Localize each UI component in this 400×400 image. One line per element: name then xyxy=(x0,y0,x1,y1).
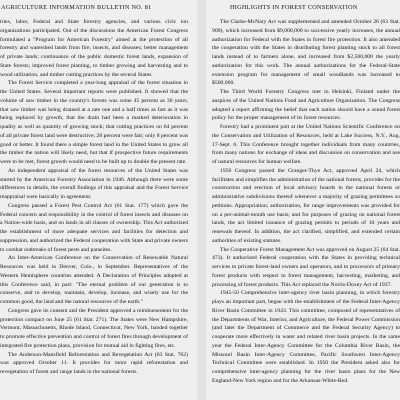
left-paragraph-5: An Inter-American Conference on the Conservation of Renewable Natural Resources was held in Denver, Colo., in September. Representatives of the Western Hemisphere countries attended. A Declaration of Principles adopted at this Conference said, in part: "The eternal problem of our generation is to conserve, and to develop, maintain, develop, increase, and wisely use for the common good, the land and the natural resources of the earth." xyxy=(0,255,188,305)
right-paragraph-1: The Clarke-McNary Act was supplemented and amended October 26 (63 Stat. 909), which increased from $9,000,000 to successive yearly increases, the annual authorization for Federal with the States in forest fire protection. It also amended the cooperation with the States in distributing forest planting stock to all forest lands instead of to farmers alone, and increased from $2,500,000 the yearly authorization for this work. The annual authorizations for the Federal-State extension program for management of small woodlands was increased to $500,000. xyxy=(212,19,400,87)
left-paragraph-6: Congress gave its consent and the President approved a reimbursement for the protection compact on June 25 (61 Stat. 271). The States were New Hampshire, Vermont, Massachusetts, Rhode Island, Connecticut, New York, banded together to promote effective prevention and control of forest fires through development of integrated fire protection plans, provision for mutual aid in fighting fires, etc. xyxy=(0,307,188,349)
left-paragraph-2: The Forest Service completed a year-long appraisal of the forest situation in the United States. Several important reports were published. It showed that the volume of saw timber in the country's forests was some 45 percent as 36 years, that saw timber was being drained at a rate one and a half times as fast as it was being replaced by growth, that the drain had been a marked deterioration in quality as well as quantity of growing stock; that cutting practices on 64 percent of all private forest land were destructive; 28 percent were fair; only 8 percent was good or better. It found there a simple forest land in the United States to grow all the timber the nation will likely need, but that if prospective future requirements were to be met, forest growth would need to be built up to double the present rate. xyxy=(0,80,188,165)
right-paragraph-5: The Cooperative Forest Management Act was approved on August 25 (64 Stat. 473). It authorized Federal cooperation with the States in providing technical services to private forest-land owners and operators, and to processors of primary forest products with respect to forest management, harvesting, marketing, and processing of forest products. This Act replaced the Norris-Doxey Act of 1937. xyxy=(212,246,400,288)
right-paragraph-4: 1950 Congress passed the Granger-Thye Act, approved April 24, which facilitates and simplifies the administration of the national forests, provides for the construction and erection of local advisory boards in the national forests or administrative subdivisions thereof whenever a majority of grazing permittees so petitions. Appropriation; authorization, for range improvements was provided for on a per-animal-month use basis; and for purposes of grazing on national forest lands, the act limited issuance of grazing permits to periods of 10 years and renewals thereof. In addition, the act clarified, simplified, and extended certain authorities of existing statutes. xyxy=(212,167,400,244)
page-gutter xyxy=(197,0,206,400)
left-paragraph-3: An independent appraisal of the forest resources of the United States was started by the American Forestry Association in 1946. Although there were some differences in details, the overall findings of this appraisal and the Forest Service reappraisal were basically in agreement. xyxy=(0,167,188,200)
left-column xyxy=(0,0,194,400)
left-paragraph-4: Congress passed a Forest Pest Control Act (61 Stat. 177) which gave the Federal concern and responsibility in the control of forest insects and diseases on a Nation-wide basis, and on lands in all classes of ownership. This Act authorized the establishment of more adequate services and facilities for detection and suppression, and authorized the Federal cooperation with State and private owners to combat outbreaks of forest pests and parasites. xyxy=(0,202,188,253)
left-page-header: AGRICULTURE INFORMATION BULLETIN NO. 81 xyxy=(1,4,152,11)
left-paragraph-7: The Anderson-Mansfield Reforestation and Revegetation Act (63 Stat. 762) was approved October 11. It provides for more rapid reforestation and revegetation of forest and range lands in the national forests. xyxy=(0,351,188,375)
right-paragraph-3: Forestry had a prominent part at the United Nations Scientific Conference on the Conservation and Utilization of Resources, held at Lake Success, N.Y., Aug. 17-Sept. 6. This Conference brought together individuals from many countries, from many nations for exchange of ideas and discussion on conservation and use of natural resources for human welfare. xyxy=(212,124,400,165)
left-paragraph-1: tries, labor, Federal and State forestry agencies, and various civic ion organizations participated. Out of the discussions the American Forest Congress formulated a "Program for American Forestry" aimed at the protection of all forestry and watershed lands from fire, insects, and diseases; better management of private lands; continuance of the public domestic forest lands, expansion of State forests; improved forest planting, to timber growing and harvesting and to wood utilization, and timber cutting practices by the several States. xyxy=(0,19,188,78)
right-paragraph-6: 1945-50 Comprehensive inter-agency river basin planning, in which forestry plays an important part, began with the establishment of the Federal Inter-Agency River Basin Committee in 1943. This committee, composed of representatives of the Departments of War, Interior, and Agriculture, the Federal Power Commission (and later the Department of Commerce and the Federal Security Agency) to cooperate more effectively in water and related river basin projects. In the same year the Federal Inter-Agency Committee for the Columbia River Basin, the Missouri Basin Inter-Agency Committee, Pacific Southwest Inter-Agency Technical Committee were established. In 1950 the President asked also for comprehensive inter-agency planning for the river basin plans for the New England-New York region and for the Arkansas-White-Red. xyxy=(212,290,400,384)
right-paragraph-2: The Third World Forestry Congress met in Helsinki, Finland under the auspices of the United Nations Food and Agriculture Organization. The Congress adopted a report affirming the belief that each nation should have a sound forest policy for the proper management of its forest resources. xyxy=(212,89,400,122)
right-column xyxy=(206,0,400,400)
right-page-header: HIGHLIGHTS IN FOREST CONSERVATION xyxy=(230,4,358,11)
